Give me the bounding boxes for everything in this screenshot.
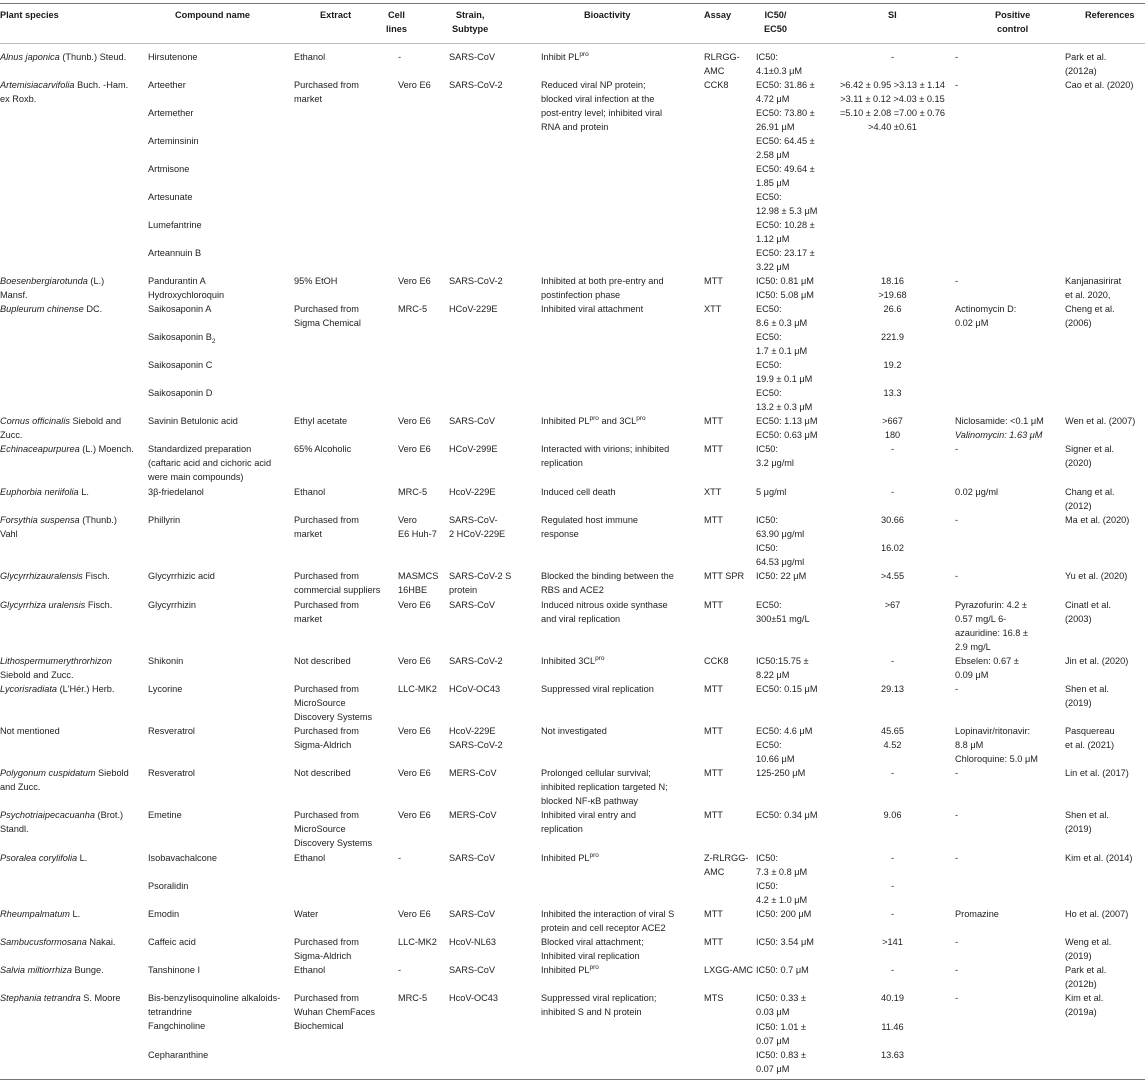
compound-name-cell: Phillyrin [148, 515, 181, 525]
compound-name-cell: Shikonin [148, 656, 184, 666]
reference-cell: Jin et al. (2020) [1065, 656, 1129, 666]
ic50-ec50-cell: EC50: 300±51 mg/L [756, 600, 810, 625]
bioactivity-cell: Reduced viral NP protein; blocked viral infection at the post-entry level; inhibited viral RNA and protein [541, 80, 663, 133]
strain-cell: SARS-CoV-2 [449, 276, 503, 286]
ic50-ec50-cell: IC50: 3.2 μg/ml [756, 444, 794, 469]
strain-cell: HCoV-OC43 [449, 684, 501, 694]
bioactivity-cell: Regulated host immune response [541, 515, 639, 540]
bioactivity-cell: Blocked the binding between the RBS and ACE2 [541, 571, 674, 596]
positive-control-cell: Promazine [955, 909, 999, 919]
ic50-ec50-cell: EC50: 1.7 ± 0.1 μM [756, 332, 808, 357]
strain-cell: HcoV-OC43 [449, 993, 499, 1003]
cell-lines-cell: MASMCS 16HBE [398, 571, 439, 596]
assay-cell: MTS [704, 993, 724, 1003]
cell-lines-cell: LLC-MK2 [398, 937, 437, 947]
ic50-ec50-cell: IC50: 4.1±0.3 μM [756, 52, 803, 77]
ic50-ec50-cell: EC50: 0.34 μM [756, 810, 818, 820]
extract-cell: Purchased from market [294, 80, 359, 105]
ic50-ec50-cell: EC50: 73.80 ± 26.91 μM [756, 108, 815, 133]
strain-cell: SARS-CoV [449, 600, 495, 610]
reference-cell: Chang et al. (2012) [1065, 487, 1115, 512]
ic50-ec50-cell: EC50: 4.6 μM EC50: 10.66 μM [756, 726, 813, 765]
cell-lines-cell: Vero E6 [398, 726, 431, 736]
si-cell: 45.65 4.52 [881, 726, 904, 751]
extract-cell: 95% EtOH [294, 276, 338, 286]
positive-control-cell: Pyrazofurin: 4.2 ± 0.57 mg/L 6- azauridine: 16.8 ± 2.9 mg/L [955, 600, 1028, 653]
header-cell-lines: Cell lines [386, 10, 407, 35]
reference-cell: Cao et al. (2020) [1065, 80, 1134, 90]
strain-cell: MERS-CoV [449, 768, 497, 778]
positive-control-cell: - [955, 571, 959, 581]
cell-lines-cell: LLC-MK2 [398, 684, 437, 694]
si-cell: >141 [882, 937, 903, 947]
positive-control-cell: - [955, 684, 959, 694]
compound-name-cell: Savinin Betulonic acid [148, 416, 238, 426]
strain-cell: SARS-CoV-2 [449, 656, 503, 666]
header-extract: Extract [320, 10, 352, 20]
reference-cell: Kim et al. (2014) [1065, 853, 1133, 863]
plant-species-cell: Artemisiacarvifolia Buch. -Ham. ex Roxb. [0, 80, 129, 105]
positive-control-cell: - [955, 993, 959, 1003]
si-cell: - [890, 853, 895, 863]
plant-species-cell: Sambucusformosana Nakai. [0, 937, 116, 947]
compound-name-cell: Bis-benzylisoquinoline alkaloids- tetrandrine Fangchinoline [148, 993, 281, 1032]
ic50-ec50-cell: EC50: 64.45 ± 2.58 μM [756, 136, 815, 161]
positive-control-cell: - [955, 444, 959, 454]
cell-lines-cell: MRC-5 [398, 993, 428, 1003]
assay-cell: XTT [704, 487, 722, 497]
plant-species-cell: Lycorisradiata (L'Hér.) Herb. [0, 684, 115, 694]
extract-cell: Water [294, 909, 319, 919]
compound-name-cell: Cepharanthine [148, 1050, 209, 1060]
ic50-ec50-cell: EC50: 1.13 μM EC50: 0.63 μM [756, 416, 818, 441]
reference-cell: Kim et al. (2019a) [1065, 993, 1104, 1018]
positive-control-cell: - [955, 768, 959, 778]
reference-cell: Shen et al. (2019) [1065, 810, 1109, 835]
assay-cell: MTT [704, 937, 723, 947]
positive-control-cell: - [955, 937, 959, 947]
compound-name-cell: Lycorine [148, 684, 183, 694]
bioactivity-cell: Inhibit $PL^{pro}$ [541, 50, 589, 62]
assay-cell: MTT [704, 416, 723, 426]
reference-cell: Yu et al. (2020) [1065, 571, 1128, 581]
bioactivity-cell: Inhibited $PL^{pro}$ [541, 963, 599, 975]
assay-cell: RLRGG- AMC [704, 52, 740, 77]
assay-cell: MTT SPR [704, 571, 745, 581]
compound-name-cell: Arteether [148, 80, 186, 90]
extract-cell: Purchased from market [294, 600, 359, 625]
bioactivity-cell: Inhibited at both pre-entry and postinfection phase [541, 276, 664, 301]
ic50-ec50-cell: IC50: 22 μM [756, 571, 807, 581]
ic50-ec50-cell: IC50: 0.83 ± 0.07 μM [756, 1050, 806, 1075]
cell-lines-cell: Vero E6 [398, 416, 431, 426]
cell-lines-cell: Vero E6 [398, 80, 431, 90]
cell-lines-cell: Vero E6 [398, 909, 431, 919]
bioactivity-cell: Suppressed viral replication [541, 684, 654, 694]
positive-control-cell: Lopinavir/ritonavir: 8.8 μM Chloroquine: 5.0 μM [955, 726, 1038, 765]
reference-cell: Kanjanasirirat et al. 2020, [1065, 276, 1122, 301]
compound-name-cell: Tanshinone I [148, 965, 201, 975]
plant-species-cell: Bupleurum chinense DC. [0, 304, 103, 314]
compound-name-cell: Lumefantrine [148, 220, 202, 230]
positive-control-cell: - [955, 515, 959, 525]
strain-cell: HcoV-229E [449, 487, 496, 497]
compound-name-cell: Artemether [148, 108, 194, 118]
compound-name-cell: Glycyrrhizic acid [148, 571, 215, 581]
ic50-ec50-cell: IC50:15.75 ± 8.22 μM [756, 656, 809, 681]
extract-cell: Ethanol [294, 487, 326, 497]
header-si: SI [888, 10, 897, 20]
extract-cell: Ethanol [294, 965, 326, 975]
si-cell: 30.66 16.02 [881, 515, 904, 554]
ic50-ec50-cell: IC50: 63.90 μg/ml IC50: 64.53 μg/ml [756, 515, 805, 568]
positive-control-cell: - [955, 810, 959, 820]
strain-cell: SARS-CoV- 2 HCoV-229E [449, 515, 506, 540]
positive-control-cell: - [955, 80, 959, 90]
cell-lines-cell: Vero E6 [398, 768, 431, 778]
si-cell: 13.3 [883, 388, 902, 398]
compound-name-cell: Resveratrol [148, 726, 195, 736]
ic50-ec50-cell: EC50: 49.64 ± 1.85 μM [756, 164, 815, 189]
cell-lines-cell: Vero E6 [398, 656, 431, 666]
extract-cell: Purchased from market [294, 515, 359, 540]
cell-lines-cell: - [398, 853, 402, 863]
cell-lines-cell: Vero E6 [398, 276, 431, 286]
si-cell: >4.55 [880, 571, 905, 581]
compound-name-cell: 3β-friedelanol [148, 487, 204, 497]
si-cell: - [890, 965, 895, 975]
plant-species-cell: Rheumpalmatum L. [0, 909, 81, 919]
assay-cell: CCK8 [704, 80, 729, 90]
si-cell: >667 180 [882, 416, 903, 441]
compound-name-cell: Saikosaponin A [148, 304, 212, 314]
strain-cell: SARS-CoV [449, 416, 495, 426]
assay-cell: MTT [704, 444, 723, 454]
compound-name-cell: Standardized preparation (caftaric acid and cichoric acid were main compounds) [148, 444, 272, 483]
compound-name-cell: Caffeic acid [148, 937, 196, 947]
bioactivity-cell: Interacted with virions; inhibited replication [541, 444, 670, 469]
si-cell: - [890, 444, 895, 454]
assay-cell: CCK8 [704, 656, 729, 666]
positive-control-cell: Actinomycin D: 0.02 μM [955, 304, 1017, 329]
assay-cell: Z-RLRGG- AMC [704, 853, 749, 878]
cell-lines-cell: Vero E6 [398, 444, 431, 454]
ic50-ec50-cell: IC50: 1.01 ± 0.07 μM [756, 1022, 806, 1047]
positive-control-cell: Niclosamide: <0.1 μM Valinomycin: 1.63 μM [955, 416, 1044, 441]
ic50-ec50-cell: IC50: 4.2 ± 1.0 μM [756, 881, 808, 906]
extract-cell: Ethanol [294, 52, 326, 62]
extract-cell: Not described [294, 656, 351, 666]
positive-control-cell: - [955, 52, 959, 62]
reference-cell: Ma et al. (2020) [1065, 515, 1130, 525]
compound-name-cell: Artmisone [148, 164, 190, 174]
header-strain-subtype: Strain, Subtype [452, 10, 489, 35]
assay-cell: MTT [704, 909, 723, 919]
ic50-ec50-cell: IC50: 0.81 μM IC50: 5.08 μM [756, 276, 814, 301]
header-bioactivity: Bioactivity [584, 10, 631, 20]
compound-name-cell: Arteannuin B [148, 248, 202, 258]
extract-cell: Not described [294, 768, 351, 778]
ic50-ec50-cell: IC50: 3.54 μM [756, 937, 814, 947]
strain-cell: HcoV-229E SARS-CoV-2 [449, 726, 503, 751]
plant-species-cell: Forsythia suspensa (Thunb.) Vahl [0, 515, 117, 540]
bioactivity-cell: Not investigated [541, 726, 607, 736]
positive-control-cell: 0.02 μg/ml [955, 487, 999, 497]
plant-species-cell: Stephania tetrandra S. Moore [0, 993, 121, 1003]
extract-cell: 65% Alcoholic [294, 444, 352, 454]
compound-name-cell: Arteminsinin [148, 136, 199, 146]
cell-lines-cell: MRC-5 [398, 487, 428, 497]
si-cell: - [890, 768, 895, 778]
ic50-ec50-cell: EC50: 31.86 ± 4.72 μM [756, 80, 815, 105]
reference-cell: Weng et al. (2019) [1065, 937, 1112, 962]
si-cell: - [890, 52, 895, 62]
compound-name-cell: Hirsutenone [148, 52, 198, 62]
reference-cell: Lin et al. (2017) [1065, 768, 1129, 778]
reference-cell: Park et al. (2012b) [1065, 965, 1107, 990]
compound-name-cell: Artesunate [148, 192, 193, 202]
extract-cell: Purchased from MicroSource Discovery Systems [294, 810, 373, 849]
si-cell: 29.13 [881, 684, 904, 694]
assay-cell: MTT [704, 810, 723, 820]
strain-cell: SARS-CoV [449, 853, 495, 863]
header-assay: Assay [704, 10, 732, 20]
cell-lines-cell: Vero E6 [398, 600, 431, 610]
compound-name-cell: Glycyrrhizin [148, 600, 196, 610]
header-positive-control: Positive control [995, 10, 1031, 35]
assay-cell: MTT [704, 515, 723, 525]
positive-control-cell: Ebselen: 0.67 ± 0.09 μM [955, 656, 1019, 681]
ic50-ec50-cell: EC50: 12.98 ± 5.3 μM [756, 192, 818, 217]
cell-lines-cell: Vero E6 Huh-7 [398, 515, 437, 540]
plant-species-cell: Lithospermumerythrorhizon Siebold and Zucc. [0, 656, 112, 681]
plant-species-cell: Alnus japonica (Thunb.) Steud. [0, 52, 127, 62]
extract-cell: Purchased from MicroSource Discovery Systems [294, 684, 373, 723]
cell-lines-cell: - [398, 52, 402, 62]
ic50-ec50-cell: EC50: 23.17 ± 3.22 μM [756, 248, 815, 273]
extract-cell: Purchased from Wuhan ChemFaces Biochemical [294, 993, 376, 1032]
assay-cell: MTT [704, 684, 723, 694]
si-cell: 13.63 [881, 1050, 904, 1060]
ic50-ec50-cell: IC50: 7.3 ± 0.8 μM [756, 853, 808, 878]
si-cell: - [890, 881, 895, 891]
extract-cell: Purchased from Sigma-Aldrich [294, 937, 359, 962]
ic50-ec50-cell: EC50: 19.9 ± 0.1 μM [756, 360, 813, 385]
assay-cell: MTT [704, 768, 723, 778]
cell-lines-cell: MRC-5 [398, 304, 428, 314]
plant-species-cell: Cornus officinalis Siebold and Zucc. [0, 416, 122, 441]
bioactivity-cell: Suppressed viral replication; inhibited S and N protein [541, 993, 657, 1018]
si-cell: 11.46 [881, 1022, 904, 1032]
cell-lines-cell: Vero E6 [398, 810, 431, 820]
table-top-rule [0, 3, 1145, 4]
compound-name-cell: Resveratrol [148, 768, 195, 778]
reference-cell: Park et al. (2012a) [1065, 52, 1107, 77]
ic50-ec50-cell: IC50: 200 μM [756, 909, 812, 919]
extract-cell: Purchased from commercial suppliers [294, 571, 381, 596]
si-cell: - [890, 487, 895, 497]
header-references: References [1085, 10, 1135, 20]
table-bottom-rule [0, 1079, 1145, 1080]
plant-species-cell: Boesenbergiarotunda (L.) Mansf. [0, 276, 105, 301]
bioactivity-cell: Inhibited $PL^{pro}$ [541, 851, 599, 863]
positive-control-cell: - [955, 965, 959, 975]
si-cell: 9.06 [883, 810, 902, 820]
reference-cell: Cinatl et al. (2003) [1065, 600, 1111, 625]
plant-species-cell: Psoralea corylifolia L. [0, 853, 88, 863]
si-cell: 221.9 [881, 332, 904, 342]
si-cell: >6.42 ± 0.95 >3.13 ± 1.14 >3.11 ± 0.12 >4.03 ± 0.15 =5.10 ± 2.08 =7.00 ± 0.76 >4.40 ±0.61 [839, 80, 946, 133]
positive-control-cell: - [955, 853, 959, 863]
compound-name-cell: Isobavachalcone [148, 853, 217, 863]
plant-species-cell: Euphorbia neriifolia L. [0, 487, 89, 497]
plant-species-cell: Glycyrrhiza uralensis Fisch. [0, 600, 113, 610]
extract-cell: Purchased from Sigma-Aldrich [294, 726, 359, 751]
plant-species-cell: Glycyrrhizauralensis Fisch. [0, 571, 110, 581]
strain-cell: SARS-CoV [449, 52, 495, 62]
positive-control-cell: - [955, 276, 959, 286]
header-compound-name: Compound name [175, 10, 251, 20]
extract-cell: Ethyl acetate [294, 416, 348, 426]
si-cell: 26.6 [883, 304, 902, 314]
compound-name-cell: Emetine [148, 810, 182, 820]
ic50-ec50-cell: EC50: 8.6 ± 0.3 μM [756, 304, 808, 329]
reference-cell: Ho et al. (2007) [1065, 909, 1129, 919]
compound-name-cell: Pandurantin A Hydroxychloroquin [148, 276, 225, 301]
strain-cell: SARS-CoV [449, 909, 495, 919]
strain-cell: HcoV-NL63 [449, 937, 496, 947]
plant-species-cell: Polygonum cuspidatum Siebold and Zucc. [0, 768, 129, 793]
ic50-ec50-cell: 5 μg/ml [756, 487, 787, 497]
bioactivity-cell: Prolonged cellular survival; inhibited replication targeted N; blocked NF-κB pathway [541, 768, 668, 807]
ic50-ec50-cell: 125-250 μM [756, 768, 806, 778]
ic50-ec50-cell: IC50: 0.33 ± 0.03 μM [756, 993, 806, 1018]
strain-cell: SARS-CoV-2 [449, 80, 503, 90]
strain-cell: HCoV-229E [449, 304, 498, 314]
header-plant-species: Plant species [0, 10, 59, 20]
compound-name-cell: Saikosaponin C [148, 360, 213, 370]
reference-cell: Signer et al. (2020) [1065, 444, 1115, 469]
si-cell: >67 [884, 600, 901, 610]
si-cell: - [890, 656, 895, 666]
compound-name-cell: Saikosaponin D [148, 388, 213, 398]
assay-cell: MTT [704, 276, 723, 286]
ic50-ec50-cell: EC50: 13.2 ± 0.3 μM [756, 388, 813, 413]
bioactivity-cell: Inhibited $3CL^{pro}$ [541, 654, 605, 666]
ic50-ec50-cell: EC50: 10.28 ± 1.12 μM [756, 220, 815, 245]
assay-cell: LXGG-AMC [704, 965, 754, 975]
bioactivity-cell: Induced cell death [541, 487, 616, 497]
extract-cell: Ethanol [294, 853, 326, 863]
compound-name-cell: Psoralidin [148, 881, 189, 891]
si-cell: 40.19 [881, 993, 904, 1003]
extract-cell: Purchased from Sigma Chemical [294, 304, 361, 329]
strain-cell: SARS-CoV-2 S protein [449, 571, 512, 596]
compound-name-cell: Saikosaponin $B_2$ [148, 332, 216, 345]
assay-cell: XTT [704, 304, 722, 314]
si-cell: - [890, 909, 895, 919]
compound-name-cell: Emodin [148, 909, 180, 919]
reference-cell: Pasquereau et al. (2021) [1065, 726, 1115, 751]
bioactivity-cell: Inhibited $PL^{pro}$ and $3CL^{pro}$ [541, 414, 646, 426]
reference-cell: Shen et al. (2019) [1065, 684, 1109, 709]
header-rule [0, 43, 1145, 44]
plant-species-cell: Not mentioned [0, 726, 60, 736]
plant-species-cell: Salvia miltiorrhiza Bunge. [0, 965, 104, 975]
assay-cell: MTT [704, 726, 723, 736]
bioactivity-cell: Blocked viral attachment; Inhibited viral replication [541, 937, 644, 962]
bioactivity-cell: Inhibited viral entry and replication [541, 810, 636, 835]
reference-cell: Cheng et al. (2006) [1065, 304, 1115, 329]
si-cell: 18.16 >19.68 [878, 276, 907, 301]
ic50-ec50-cell: IC50: 0.7 μM [756, 965, 809, 975]
bioactivity-cell: Inhibited the interaction of viral S protein and cell receptor ACE2 [541, 909, 675, 934]
reference-cell: Wen et al. (2007) [1065, 416, 1136, 426]
strain-cell: HCoV-299E [449, 444, 498, 454]
bioactivity-cell: Induced nitrous oxide synthase and viral replication [541, 600, 668, 625]
cell-lines-cell: - [398, 965, 402, 975]
plant-species-cell: Psychotriaipecacuanha (Brot.) Standl. [0, 810, 124, 835]
assay-cell: MTT [704, 600, 723, 610]
strain-cell: MERS-CoV [449, 810, 497, 820]
strain-cell: SARS-CoV [449, 965, 495, 975]
ic50-ec50-cell: EC50: 0.15 μM [756, 684, 818, 694]
si-cell: 19.2 [883, 360, 902, 370]
plant-species-cell: Echinaceapurpurea (L.) Moench. [0, 444, 134, 454]
header-ic50-ec50: IC50/ EC50 [764, 10, 787, 35]
bioactivity-cell: Inhibited viral attachment [541, 304, 644, 314]
